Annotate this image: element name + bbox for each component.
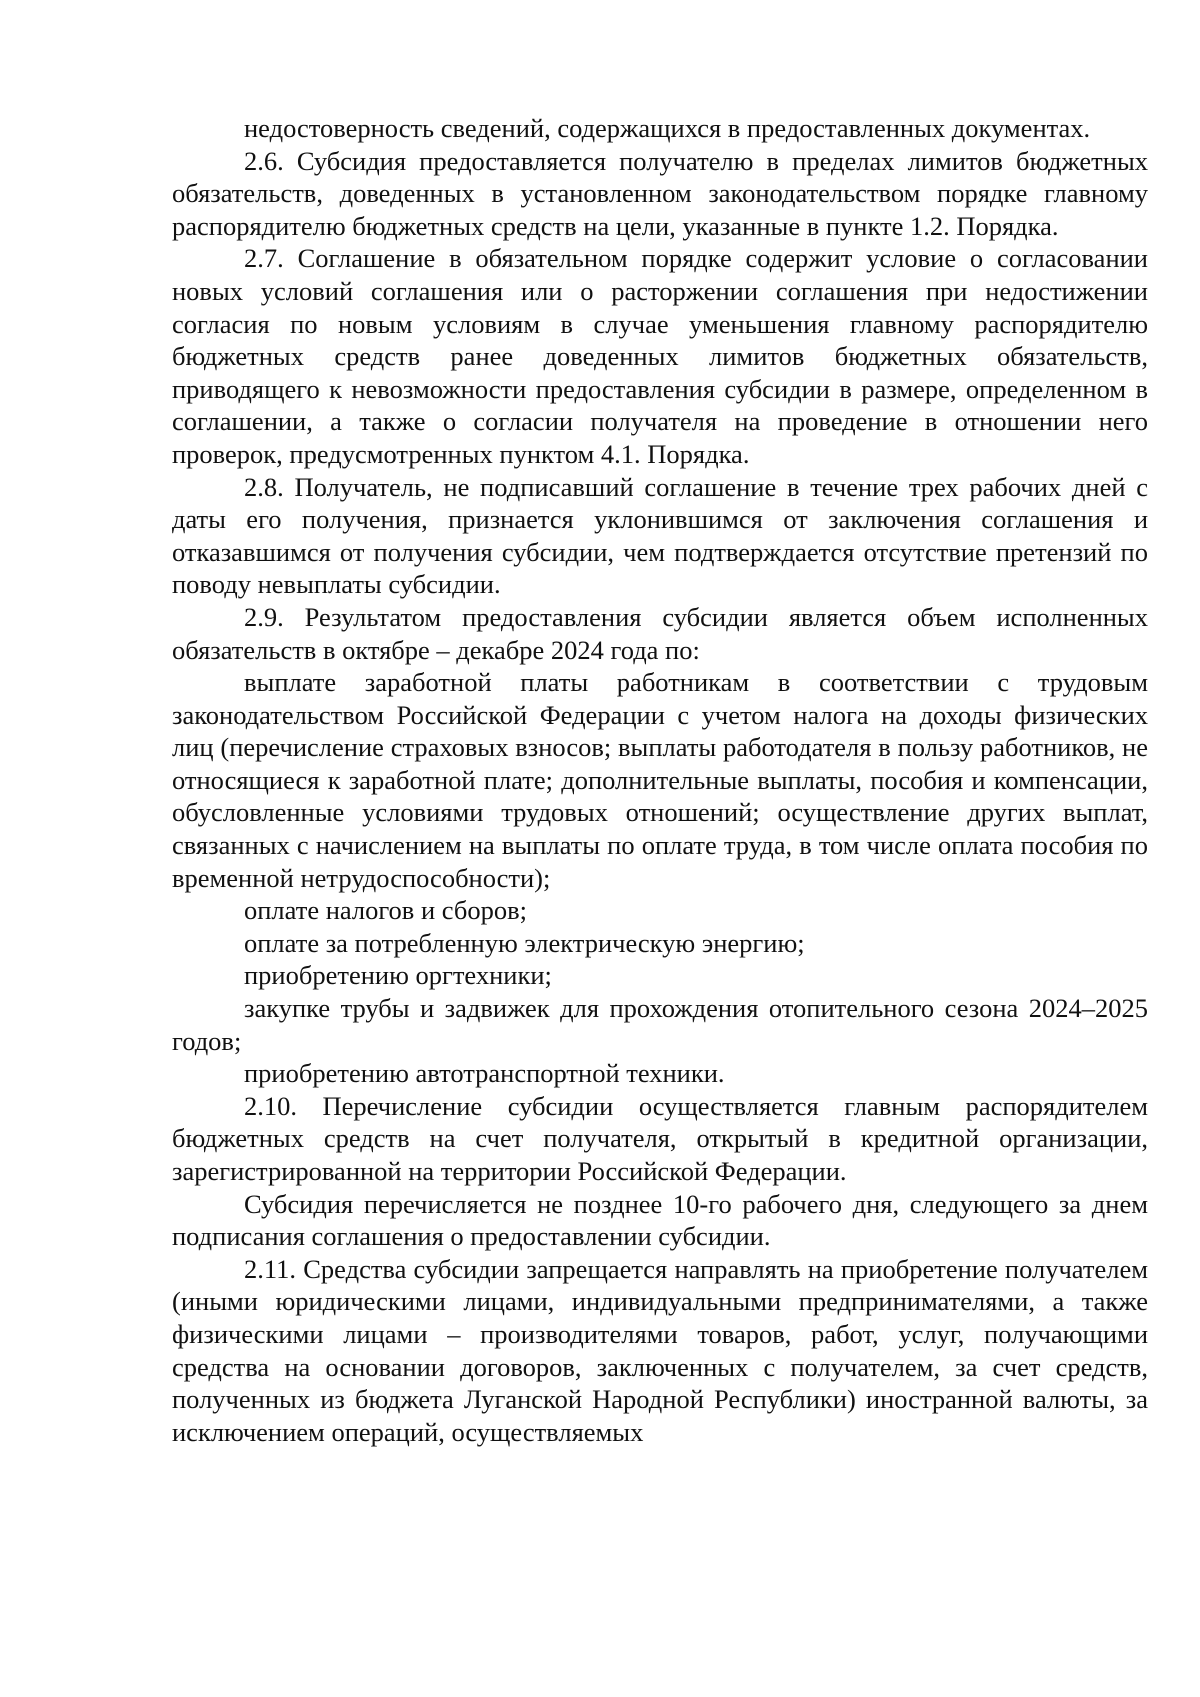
- paragraph-continuation: недостоверность сведений, содержащихся в предоставленных документах.: [244, 113, 1091, 143]
- paragraph-2-11: 2.11. Средства субсидии запрещается направлять на приобретение получателем (иными юридическими лицами, индивидуальными предпринимателями, а также физическими лицами – производителями товаров, работ, услуг, получающими средства на основании договоров, заключенных с получателем, за счет средств, полученных из бюджета Луганской Народной Республики) иностранной валюты, за исключением операций, осуществляемых: [172, 1253, 1148, 1447]
- list-item-vehicles: приобретению автотранспортной техники.: [244, 1058, 725, 1089]
- document-body: [172, 112, 1148, 1448]
- list-item-electricity: оплате за потребленную электрическую энергию;: [244, 927, 805, 958]
- list-item-pipes-valves: закупке трубы и задвижек для прохождения отопительного сезона 2024–2025 годов;: [172, 993, 1148, 1056]
- paragraph-2-8: 2.8. Получатель, не подписавший соглашение в течение трех рабочих дней с даты его получения, признается уклонившимся от заключения соглашения и отказавшимся от получения субсидии, чем подтверждается отсутствие претензий по поводу невыплаты субсидии.: [172, 471, 1148, 600]
- list-item-salary: выплате заработной платы работникам в соответствии с трудовым законодательством Российской Федерации с учетом налога на доходы физических лиц (перечисление страховых взносов; выплаты работодателя в пользу работников, не относящиеся к заработной плате; дополнительные выплаты, пособия и компенсации, обусловленные условиями трудовых отношений; осуществление других выплат, связанных с начислением на выплаты по оплате труда, в том числе оплата пособия по временной нетрудоспособности);: [172, 667, 1148, 893]
- paragraph-transfer-deadline: Субсидия перечисляется не позднее 10-го рабочего дня, следующего за днем подписания соглашения о предоставлении субсидии.: [172, 1188, 1148, 1252]
- list-item-taxes: оплате налогов и сборов;: [244, 895, 527, 926]
- paragraph-2-6: 2.6. Субсидия предоставляется получателю в пределах лимитов бюджетных обязательств, доведенных в установленном законодательством порядке главному распорядителю бюджетных средств на цели, указанные в пункте 1.2. Порядка.: [172, 145, 1148, 241]
- paragraph-2-10: 2.10. Перечисление субсидии осуществляется главным распорядителем бюджетных средств на счет получателя, открытый в кредитной организации, зарегистрированной на территории Российской Федерации.: [172, 1090, 1148, 1186]
- paragraph-2-7: 2.7. Соглашение в обязательном порядке содержит условие о согласовании новых условий соглашения или о расторжении соглашения при недостижении согласия по новым условиям в случае уменьшения главному распорядителю бюджетных средств ранее доведенных лимитов бюджетных обязательств, приводящего к невозможности предоставления субсидии в размере, определенном в соглашении, а также о согласии получателя на проведение в отношении него проверок, предусмотренных пунктом 4.1. Порядка.: [172, 243, 1148, 469]
- paragraph-2-9: 2.9. Результатом предоставления субсидии является объем исполненных обязательств в октябре – декабре 2024 года по:: [172, 601, 1148, 665]
- list-item-office-equipment: приобретению оргтехники;: [244, 960, 552, 991]
